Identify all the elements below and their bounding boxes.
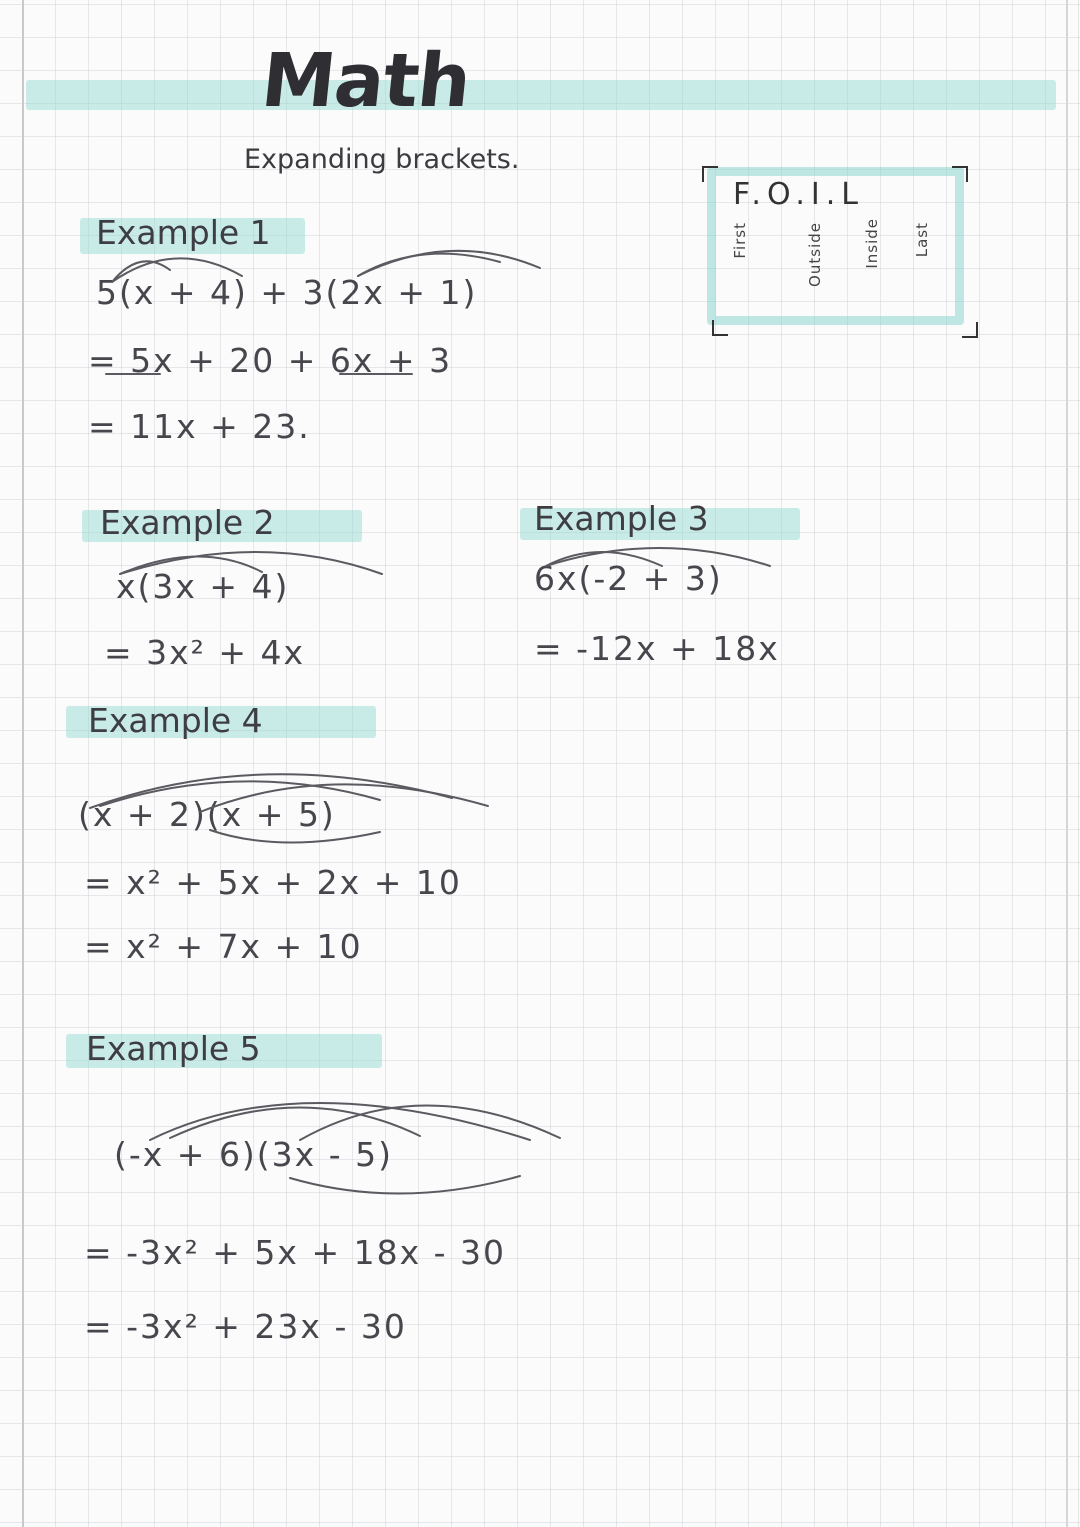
foil-title: F.O.I.L — [733, 177, 865, 212]
example-1-line-1: 5(x + 4) + 3(2x + 1) — [96, 273, 478, 312]
arc-ex3-a — [546, 552, 662, 566]
foil-word-first: First — [731, 222, 749, 259]
example-5-line-2: = -3x² + 5x + 18x - 30 — [84, 1233, 506, 1272]
example-4-line-1: (x + 2)(x + 5) — [78, 795, 336, 834]
example-1-label: Example 1 — [96, 213, 271, 252]
example-3-label: Example 3 — [534, 499, 709, 538]
example-4-line-2: = x² + 5x + 2x + 10 — [84, 863, 462, 902]
arc-ex4-d — [210, 830, 380, 843]
example-5-label: Example 5 — [86, 1029, 261, 1068]
arc-ex5-b — [170, 1107, 420, 1138]
example-5-line-1: (-x + 6)(3x - 5) — [114, 1135, 393, 1174]
arc-ex1-c — [358, 254, 500, 276]
example-4-line-3: = x² + 7x + 10 — [84, 927, 363, 966]
example-1-line-3: = 11x + 23. — [88, 407, 311, 446]
example-2-label: Example 2 — [100, 503, 275, 542]
example-1-line-2: = 5x + 20 + 6x + 3 — [88, 341, 453, 380]
arc-ex4-c — [200, 784, 488, 812]
arc-ex1-b — [112, 258, 242, 282]
arc-ex5-d — [290, 1176, 520, 1194]
example-2-line-2: = 3x² + 4x — [104, 633, 306, 672]
example-3-line-2: = -12x + 18x — [534, 629, 780, 668]
example-3-line-1: 6x(-2 + 3) — [534, 559, 723, 598]
foil-word-inside: Inside — [863, 218, 881, 269]
arc-ex2-a — [120, 556, 262, 574]
arc-ex2-b — [120, 552, 382, 574]
page-title: Math — [257, 38, 475, 124]
example-2-line-1: x(3x + 4) — [116, 567, 290, 606]
page-subtitle: Expanding brackets. — [244, 144, 520, 175]
foil-word-outside: Outside — [806, 222, 824, 287]
arc-ex1-a — [112, 261, 170, 282]
example-5-line-3: = -3x² + 23x - 30 — [84, 1307, 407, 1346]
example-4-label: Example 4 — [88, 701, 263, 740]
foil-word-last: Last — [913, 222, 931, 258]
